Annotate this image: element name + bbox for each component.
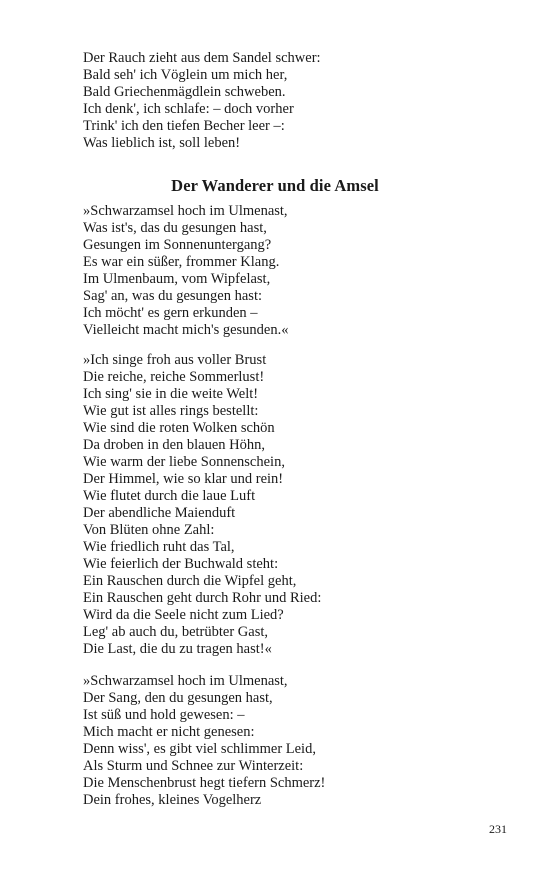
- verse-line: Wie feierlich der Buchwald steht:: [83, 556, 279, 572]
- verse-line: »Schwarzamsel hoch im Ulmenast,: [83, 203, 288, 219]
- verse-line: Von Blüten ohne Zahl:: [83, 522, 215, 538]
- verse-line: Bald Griechenmägdlein schweben.: [83, 84, 286, 100]
- verse-line: Ist süß und hold gewesen: –: [83, 707, 245, 723]
- verse-line: Dein frohes, kleines Vogelherz: [83, 792, 262, 808]
- verse-line: Leg' ab auch du, betrübter Gast,: [83, 624, 269, 640]
- verse-line: Im Ulmenbaum, vom Wipfelast,: [83, 271, 271, 287]
- verse-line: »Schwarzamsel hoch im Ulmenast,: [83, 673, 288, 689]
- verse-line: Wie friedlich ruht das Tal,: [83, 539, 235, 555]
- verse-line: Ich denk', ich schlafe: – doch vorher: [83, 101, 294, 117]
- verse-line: Wie warm der liebe Sonnenschein,: [83, 454, 285, 470]
- verse-line: Denn wiss', es gibt viel schlimmer Leid,: [83, 741, 316, 757]
- verse-line: Ein Rauschen geht durch Rohr und Ried:: [83, 590, 322, 606]
- page-number: 231: [489, 822, 507, 836]
- poem-stanza-3: [83, 673, 325, 809]
- poem-stanza-2: [83, 352, 321, 658]
- verse-line: Die Last, die du zu tragen hast!«: [83, 641, 272, 657]
- verse-line: Was ist's, das du gesungen hast,: [83, 220, 267, 236]
- previous-poem-stanza: [83, 50, 321, 152]
- poem-stanza-1: [83, 203, 289, 339]
- verse-line: Ich möcht' es gern erkunden –: [83, 305, 258, 321]
- verse-line: Wie gut ist alles rings bestellt:: [83, 403, 259, 419]
- verse-line: Sag' an, was du gesungen hast:: [83, 288, 262, 304]
- verse-line: Der Himmel, wie so klar und rein!: [83, 471, 284, 487]
- verse-line: Da droben in den blauen Höhn,: [83, 437, 266, 453]
- verse-line: Vielleicht macht mich's gesunden.«: [83, 322, 289, 338]
- verse-line: Es war ein süßer, frommer Klang.: [83, 254, 280, 270]
- verse-line: »Ich singe froh aus voller Brust: [83, 352, 267, 368]
- verse-line: Der Rauch zieht aus dem Sandel schwer:: [83, 50, 321, 66]
- verse-line: Gesungen im Sonnenuntergang?: [83, 237, 272, 253]
- verse-line: Der abendliche Maienduft: [83, 505, 236, 521]
- verse-line: Was lieblich ist, soll leben!: [83, 135, 241, 151]
- verse-line: Wie flutet durch die laue Luft: [83, 488, 256, 504]
- verse-line: Die reiche, reiche Sommerlust!: [83, 369, 265, 385]
- verse-line: Trink' ich den tiefen Becher leer –:: [83, 118, 285, 134]
- verse-line: Wie sind die roten Wolken schön: [83, 420, 275, 436]
- verse-line: Wird da die Seele nicht zum Lied?: [83, 607, 284, 623]
- verse-line: Ein Rauschen durch die Wipfel geht,: [83, 573, 297, 589]
- verse-line: Mich macht er nicht genesen:: [83, 724, 255, 740]
- verse-line: Der Sang, den du gesungen hast,: [83, 690, 273, 706]
- verse-line: Als Sturm und Schnee zur Winterzeit:: [83, 758, 304, 774]
- verse-line: Die Menschenbrust hegt tiefern Schmerz!: [83, 775, 326, 791]
- poem-title: Der Wanderer und die Amsel: [171, 176, 379, 195]
- verse-line: Ich sing' sie in die weite Welt!: [83, 386, 259, 402]
- verse-line: Bald seh' ich Vöglein um mich her,: [83, 67, 288, 83]
